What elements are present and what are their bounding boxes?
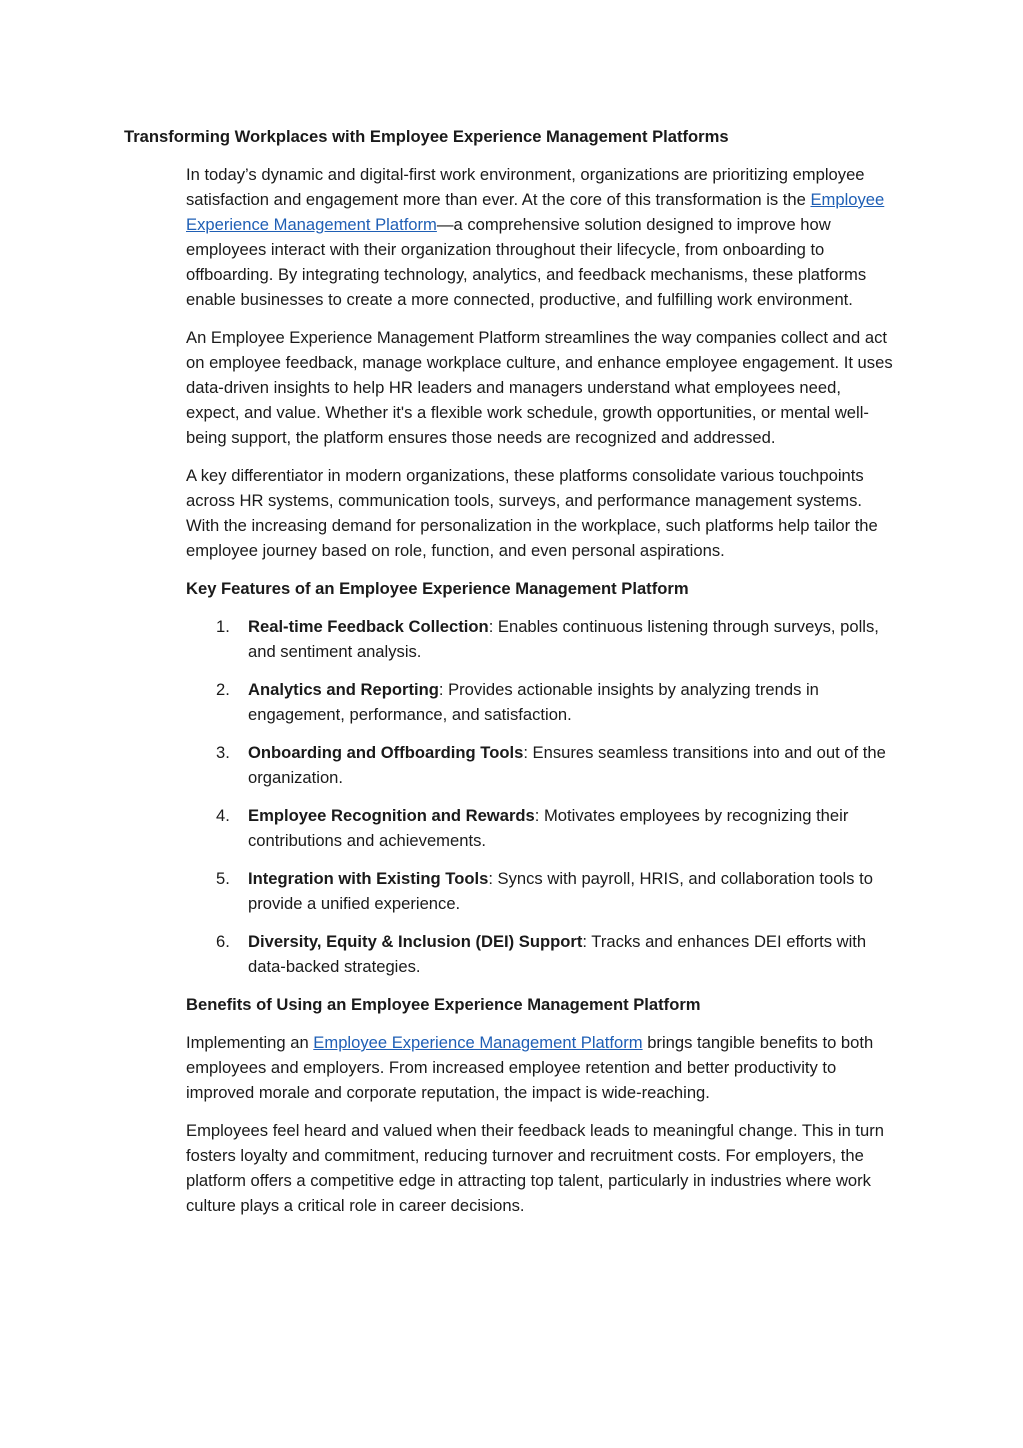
feature-text: : Motivates employees by recognizing their contributions and achievements. — [248, 806, 849, 850]
list-number: 1. — [216, 617, 230, 636]
paragraph-3: A key differentiator in modern organizations, these platforms consolidate various touchpoints across HR systems, communication tools, surveys, and performance management systems. With the increasing demand for personalization in the workplace, such platforms help tailor the employee journey based on role, function, and even personal aspirations. — [186, 466, 878, 560]
feature-text: : Ensures seamless transitions into and out of the organization. — [248, 743, 886, 787]
features-heading: Key Features of an Employee Experience Management Platform — [186, 579, 689, 598]
intro-text-before: In today’s dynamic and digital-first work environment, organizations are prioritizing employee satisfaction and engagement more than ever. At the core of this transformation is the — [186, 165, 865, 209]
document-title: Transforming Workplaces with Employee Experience Management Platforms — [124, 127, 729, 146]
document-body — [186, 162, 898, 1231]
feature-text: : Tracks and enhances DEI efforts with data-backed strategies. — [248, 932, 867, 976]
list-item — [186, 866, 898, 916]
feature-label: Employee Recognition and Rewards — [248, 806, 535, 825]
feature-label: Analytics and Reporting — [248, 680, 439, 699]
features-list — [186, 614, 898, 979]
feature-text: : Provides actionable insights by analyzing trends in engagement, performance, and satisfaction. — [248, 680, 819, 724]
employee-experience-platform-link-2[interactable]: Employee Experience Management Platform — [313, 1033, 643, 1052]
employee-experience-platform-link[interactable]: Employee Experience Management Platform — [186, 190, 885, 234]
benefits-text-after: brings tangible benefits to both employees and employers. From increased employee retention and better productivity to improved morale and corporate reputation, the impact is wide-reaching. — [186, 1033, 874, 1102]
benefits-paragraph-1 — [186, 1030, 898, 1105]
list-number: 4. — [216, 806, 230, 825]
list-number: 5. — [216, 869, 230, 888]
feature-label: Integration with Existing Tools — [248, 869, 489, 888]
list-item — [186, 614, 898, 664]
intro-paragraph — [186, 162, 898, 312]
feature-label: Real-time Feedback Collection — [248, 617, 489, 636]
feature-text: : Enables continuous listening through surveys, polls, and sentiment analysis. — [248, 617, 879, 661]
intro-text-after: —a comprehensive solution designed to improve how employees interact with their organization throughout their lifecycle, from onboarding to offboarding. By integrating technology, analytics, and feedback mechanisms, these platforms enable businesses to create a more connected, productive, and fulfilling work environment. — [186, 215, 867, 309]
benefits-paragraph-2: Employees feel heard and valued when their feedback leads to meaningful change. This in turn fosters loyalty and commitment, reducing turnover and recruitment costs. For employers, the platform offers a competitive edge in attracting top talent, particularly in industries where work culture plays a critical role in career decisions. — [186, 1121, 884, 1215]
list-number: 6. — [216, 932, 230, 951]
feature-label: Onboarding and Offboarding Tools — [248, 743, 524, 762]
list-item — [186, 803, 898, 853]
list-item — [186, 740, 898, 790]
benefits-text-before: Implementing an — [186, 1033, 314, 1052]
paragraph-2: An Employee Experience Management Platform streamlines the way companies collect and act on employee feedback, manage workplace culture, and enhance employee engagement. It uses data-driven insights to help HR leaders and managers understand what employees need, expect, and value. Whether it's a flexible work schedule, growth opportunities, or mental well-being support, the platform ensures those needs are recognized and addressed. — [186, 328, 893, 447]
list-item — [186, 929, 898, 979]
benefits-heading: Benefits of Using an Employee Experience Management Platform — [186, 995, 701, 1014]
list-number: 2. — [216, 680, 230, 699]
feature-label: Diversity, Equity & Inclusion (DEI) Support — [248, 932, 583, 951]
list-item — [186, 677, 898, 727]
feature-text: : Syncs with payroll, HRIS, and collaboration tools to provide a unified experience. — [248, 869, 873, 913]
list-number: 3. — [216, 743, 230, 762]
